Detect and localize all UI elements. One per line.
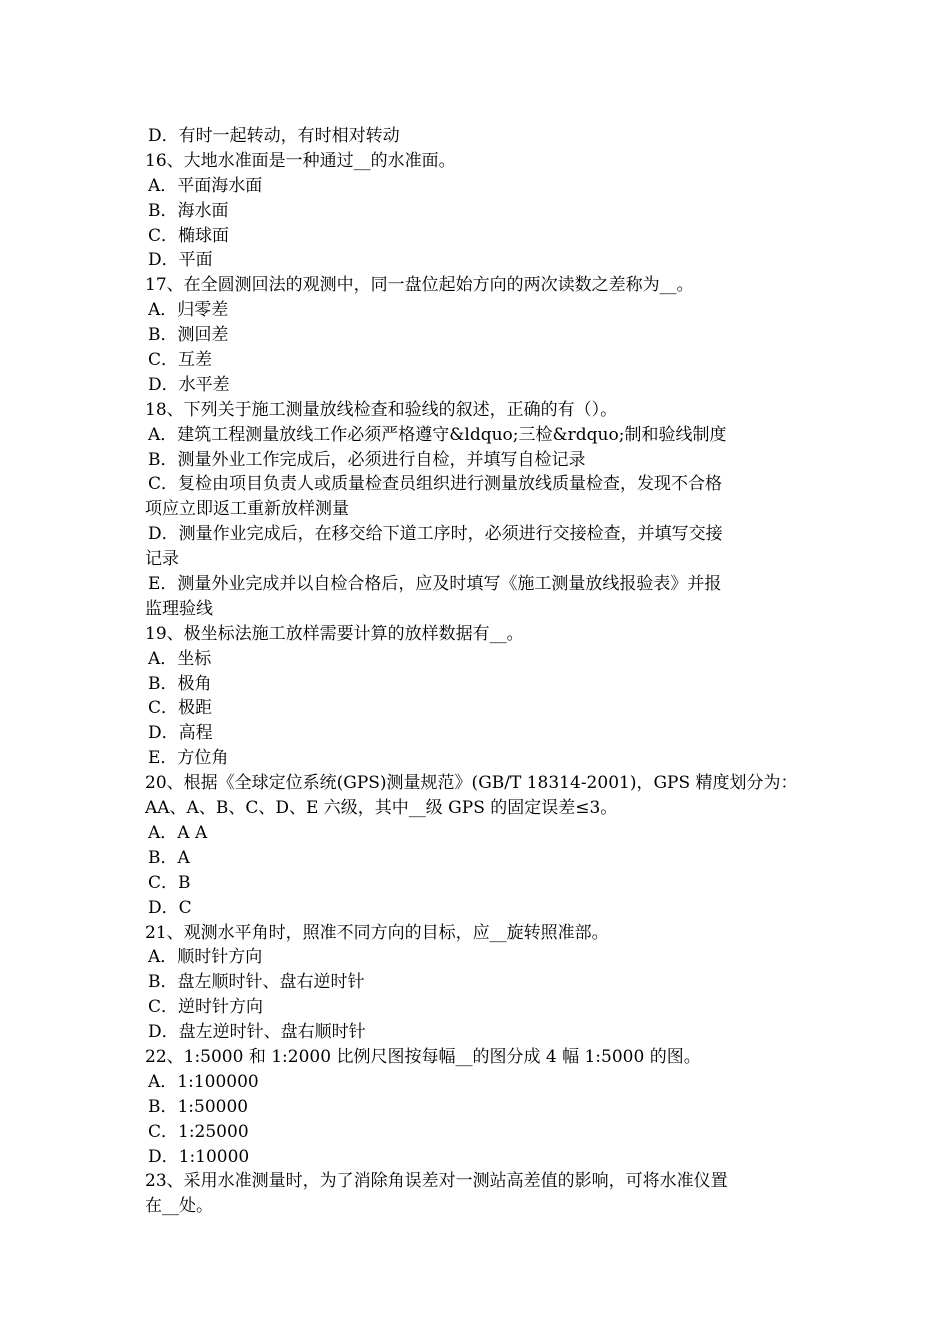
answer-option: B．A: [148, 847, 190, 868]
answer-option: A．归零差: [148, 300, 229, 321]
answer-option: A．A A: [148, 822, 208, 843]
answer-option: B．盘左顺时针、盘右逆时针: [148, 972, 365, 993]
question-text: 18、下列关于施工测量放线检查和验线的叙述，正确的有（）。: [145, 399, 618, 420]
text-continuation: 项应立即返工重新放样测量: [145, 499, 349, 520]
answer-option: D．水平差: [148, 374, 230, 395]
answer-option: C．极距: [148, 698, 213, 719]
answer-option: C．互差: [148, 350, 213, 371]
answer-option: D．1:10000: [148, 1146, 250, 1167]
answer-option: C．B: [148, 872, 191, 893]
answer-option: A．建筑工程测量放线工作必须严格遵守&ldquo;三检&rdquo;制和验线制度: [148, 424, 727, 445]
answer-option: A．顺时针方向: [148, 947, 263, 968]
answer-option: B．1:50000: [148, 1096, 249, 1117]
document-page: [145, 124, 820, 1219]
question-text: 17、在全圆测回法的观测中，同一盘位起始方向的两次读数之差称为__。: [145, 275, 694, 296]
answer-option: D．平面: [148, 250, 213, 271]
answer-option: B．海水面: [148, 200, 229, 221]
answer-option: D．C: [148, 897, 192, 918]
question-text: 21、观测水平角时，照准不同方向的目标，应__旋转照准部。: [145, 922, 609, 943]
text-continuation: 记录: [145, 549, 179, 570]
answer-option: B．极角: [148, 673, 212, 694]
text-continuation: 监理验线: [145, 598, 213, 619]
text-continuation: AA、A、B、C、D、E 六级，其中__级 GPS 的固定误差≤3。: [145, 798, 618, 819]
answer-option: E．测量外业完成并以自检合格后，应及时填写《施工测量放线报验表》并报: [148, 574, 722, 595]
answer-option: A．平面海水面: [148, 175, 263, 196]
question-text: 20、根据《全球定位系统(GPS)测量规范》(GB/T 18314-2001)，GPS 精度划分为：: [145, 773, 798, 794]
answer-option: A．1:100000: [148, 1071, 259, 1092]
answer-option: B．测回差: [148, 325, 229, 346]
answer-option: D．有时一起转动，有时相对转动: [148, 126, 400, 146]
text-continuation: 在__处。: [145, 1196, 213, 1217]
question-text: 22、1:5000 和 1:2000 比例尺图按每幅__的图分成 4 幅 1:5000 的图。: [145, 1046, 701, 1067]
answer-option: C．复检由项目负责人或质量检查员组织进行测量放线质量检查，发现不合格: [148, 474, 723, 495]
answer-option: B．测量外业工作完成后，必须进行自检，并填写自检记录: [148, 449, 586, 470]
answer-option: D．高程: [148, 723, 213, 744]
answer-option: C．逆时针方向: [148, 997, 264, 1018]
question-text: 19、极坐标法施工放样需要计算的放样数据有__。: [145, 623, 524, 644]
answer-option: C．椭球面: [148, 225, 230, 246]
answer-option: E．方位角: [148, 748, 229, 769]
answer-option: C．1:25000: [148, 1121, 249, 1142]
answer-option: D．盘左逆时针、盘右顺时针: [148, 1022, 366, 1043]
answer-option: D．测量作业完成后，在移交给下道工序时，必须进行交接检查，并填写交接: [148, 524, 723, 545]
question-text: 23、采用水准测量时，为了消除角误差对一测站高差值的影响，可将水准仪置: [145, 1171, 728, 1192]
answer-option: A．坐标: [148, 648, 212, 669]
question-text: 16、大地水准面是一种通过__的水准面。: [145, 150, 456, 171]
